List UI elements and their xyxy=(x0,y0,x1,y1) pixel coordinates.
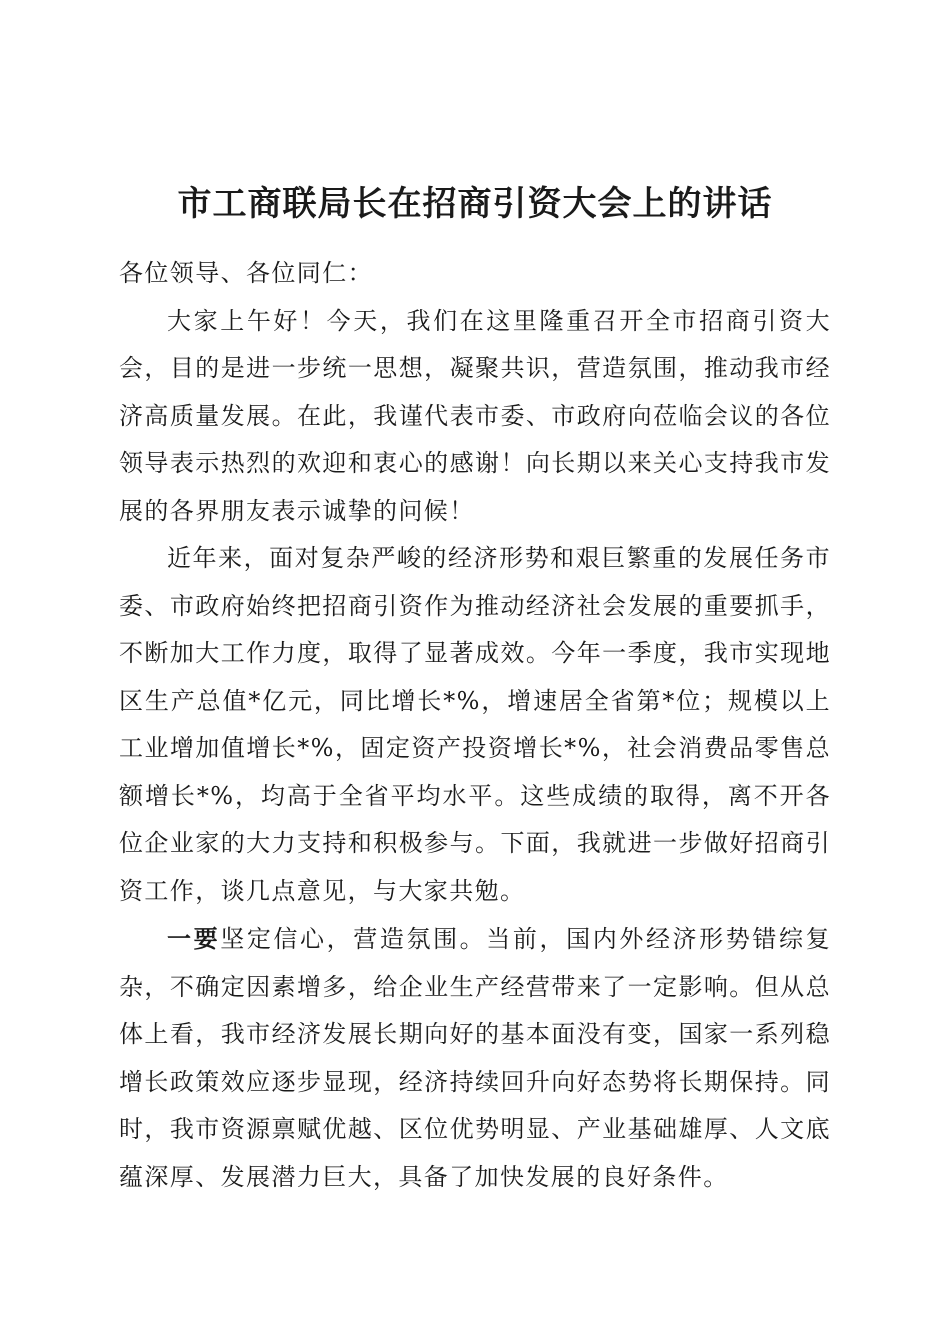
document-body xyxy=(119,250,831,1201)
paragraph-text: 大家上午好！今天，我们在这里隆重召开全市招商引资大会，目的是进一步统一思想，凝聚共识，营造氛围，推动我市经济高质量发展。在此，我谨代表市委、市政府向莅临会议的各位领导表示热烈的欢迎和衷心的感谢！向长期以来关心支持我市发展的各界朋友表示诚挚的问候！ xyxy=(119,306,831,525)
salutation: 各位领导、各位同仁： xyxy=(119,259,373,287)
paragraph-point-one xyxy=(119,915,831,1201)
document-title: 市工商联局长在招商引资大会上的讲话 xyxy=(177,184,773,224)
paragraph-opening xyxy=(119,298,831,536)
paragraph-lead: 一要 xyxy=(167,924,221,953)
paragraph-text: 近年来，面对复杂严峻的经济形势和艰巨繁重的发展任务市委、市政府始终把招商引资作为推动经济社会发展的重要抓手，不断加大工作力度，取得了显著成效。今年一季度，我市实现地区生产总值*亿元，同比增长*%，增速居全省第*位；规模以上工业增加值增长*%，固定资产投资增长*%，社会消费品零售总额增长*%，均高于全省平均水平。这些成绩的取得，离不开各位企业家的大力支持和积极参与。下面，我就进一步做好招商引资工作，谈几点意见，与大家共勉。 xyxy=(119,544,831,905)
paragraph-text: 坚定信心，营造氛围。当前，国内外经济形势错综复杂，不确定因素增多，给企业生产经营带来了一定影响。但从总体上看，我市经济发展长期向好的基本面没有变，国家一系列稳增长政策效应逐步显现，经济持续回升向好态势将长期保持。同时，我市资源禀赋优越、区位优势明显、产业基础雄厚、人文底蕴深厚、发展潜力巨大，具备了加快发展的良好条件。 xyxy=(119,925,831,1191)
paragraph-achievements xyxy=(119,535,831,915)
